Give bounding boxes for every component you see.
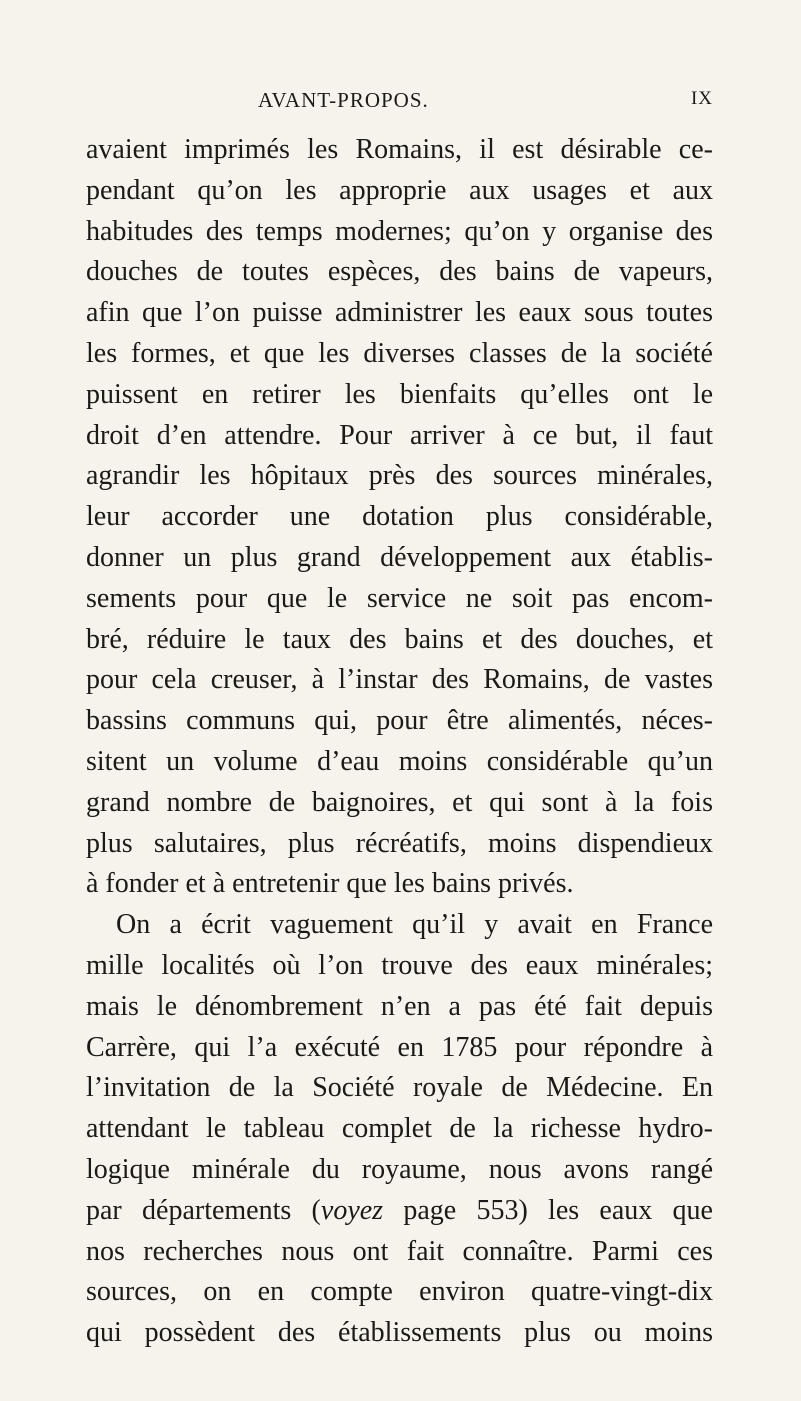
paragraph-first-line: On a écrit vaguement qu’il y avait en France	[116, 909, 713, 941]
running-title: AVANT-PROPOS.	[258, 88, 429, 112]
text-line: afin que l’on puisse administrer les eaux sous toutes	[86, 297, 713, 329]
text-line: sources, on en compte environ quatre-vingt-dix	[86, 1276, 713, 1308]
text-line: nos recherches nous ont fait connaître. Parmi ces	[86, 1235, 713, 1267]
text-line: Carrère, qui l’a exécuté en 1785 pour répondre à	[86, 1031, 713, 1063]
text-line: logique minérale du royaume, nous avons rangé	[86, 1153, 713, 1185]
text-segment: par départements (	[86, 1194, 321, 1226]
text-line: habitudes des temps modernes; qu’on y organise des	[86, 215, 713, 247]
text-line: sitent un volume d’eau moins considérable qu’un	[86, 745, 713, 777]
text-line: l’invitation de la Société royale de Médecine. En	[86, 1072, 713, 1104]
text-line: agrandir les hôpitaux près des sources minérales,	[86, 460, 713, 492]
text-line: douches de toutes espèces, des bains de vapeurs,	[86, 256, 713, 288]
text-line: sements pour que le service ne soit pas encom-	[86, 582, 713, 614]
text-line: attendant le tableau complet de la richesse hydro-	[86, 1113, 713, 1145]
text-segment: page 553) les eaux que	[383, 1194, 713, 1226]
text-line: mille localités où l’on trouve des eaux minérales;	[86, 949, 713, 981]
text-line: droit d’en attendre. Pour arriver à ce but, il faut	[86, 419, 713, 451]
text-line	[86, 1191, 713, 1232]
paragraph-last-line: à fonder et à entretenir que les bains privés.	[86, 868, 574, 900]
text-line: mais le dénombrement n’en a pas été fait depuis	[86, 990, 713, 1022]
text-line: puissent en retirer les bienfaits qu’elles ont le	[86, 378, 713, 410]
text-line: donner un plus grand développement aux établis-	[86, 541, 713, 573]
text-line: bré, réduire le taux des bains et des douches, et	[86, 623, 713, 655]
text-line: les formes, et que les diverses classes de la société	[86, 337, 713, 369]
text-line: leur accorder une dotation plus considérable,	[86, 501, 713, 533]
italic-reference: voyez	[320, 1194, 384, 1226]
body-text	[86, 130, 713, 1354]
page-number: IX	[690, 88, 713, 109]
running-head	[258, 88, 713, 118]
text-line: grand nombre de baignoires, et qui sont à la fois	[86, 786, 713, 818]
text-line: bassins communs qui, pour être alimentés, néces-	[86, 705, 713, 737]
text-line: qui possèdent des établissements plus ou moins	[86, 1317, 713, 1349]
text-line: avaient imprimés les Romains, il est désirable ce-	[86, 134, 713, 165]
text-line: pour cela creuser, à l’instar des Romains, de vastes	[86, 664, 713, 696]
text-line: plus salutaires, plus récréatifs, moins dispendieux	[86, 827, 713, 859]
text-line: pendant qu’on les approprie aux usages et aux	[86, 174, 713, 206]
